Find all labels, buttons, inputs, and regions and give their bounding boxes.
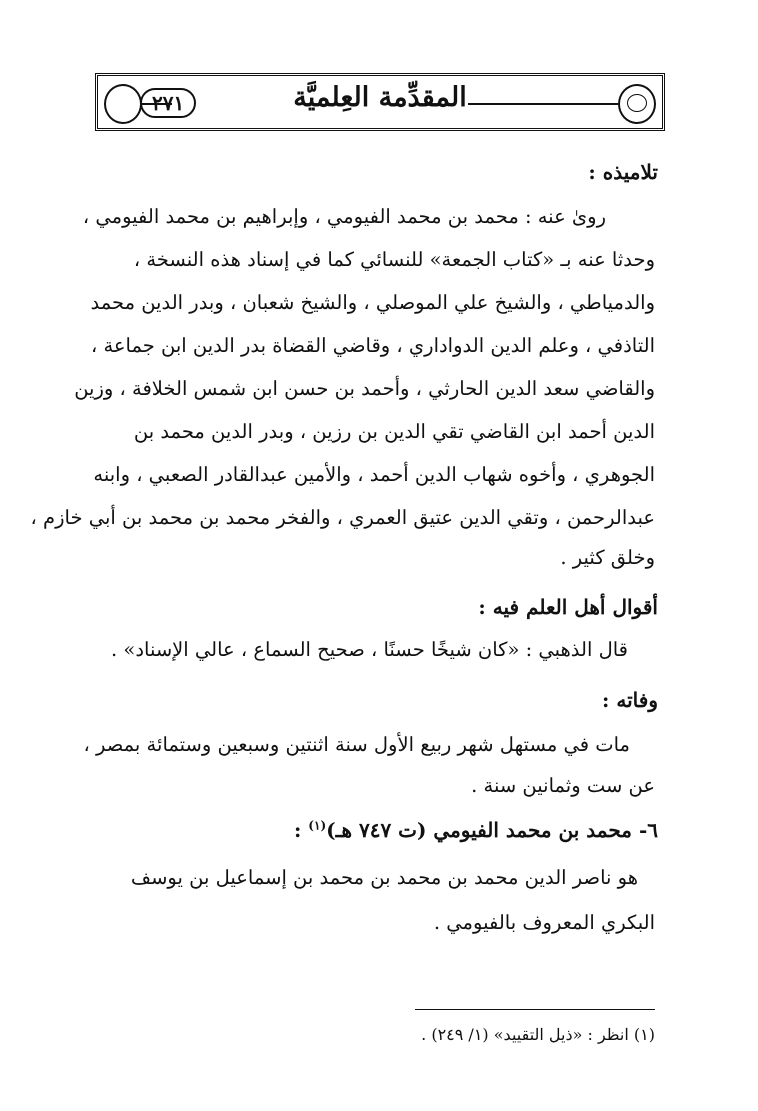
footnote-ref[interactable]: (١) [308,818,327,833]
footnote-separator [415,1009,655,1010]
entry-heading-end: : [293,818,309,842]
page-number: ٢٧١ [140,88,196,118]
death-line: مات في مستهل شهر ربيع الأول سنة اثنتين وسبعين وستمائة بمصر ، [83,733,630,756]
students-line: التاذفي ، وعلم الدين الدواداري ، وقاضي القضاة بدر الدين ابن جماعة ، [90,334,655,357]
death-line: عن ست وثمانين سنة . [471,774,655,797]
students-line: والدمياطي ، والشيخ علي الموصلي ، والشيخ شعبان ، وبدر الدين محمد [90,291,655,314]
entry-heading-text: ٦- محمد بن محمد الفيومي (ت ٧٤٧ هـ) [326,818,658,842]
students-line: الجوهري ، وأخوه شهاب الدين أحمد ، والأمين عبدالقادر الصعبي ، وابنه [93,463,655,486]
footnote: (١) انظر : «ذيل التقييد» (١/ ٢٤٩) . [421,1025,655,1044]
students-line: عبدالرحمن ، وتقي الدين عتيق العمري ، والفخر محمد بن محمد بن أبي خازم ، [30,506,655,529]
students-line: وحدثا عنه بـ «كتاب الجمعة» للنسائي كما في إسناد هذه النسخة ، [133,248,655,271]
scholars-line: قال الذهبي : «كان شيخًا حسنًا ، صحيح السماع ، عالي الإسناد» . [111,638,628,661]
scholars-heading: أقوال أهل العلم فيه : [478,595,658,619]
students-line: والقاضي سعد الدين الحارثي ، وأحمد بن حسن ابن شمس الخلافة ، وزين [74,377,655,400]
students-heading: تلاميذه : [588,160,658,184]
page-title: المقدِّمة العِلميَّة [293,82,467,113]
death-heading: وفاته : [602,688,658,712]
entry-line: البكري المعروف بالفيومي . [433,911,655,934]
entry-heading [294,818,658,842]
entry-line: هو ناصر الدين محمد بن محمد بن محمد بن إسماعيل بن يوسف [130,866,638,889]
students-line: الدين أحمد ابن القاضي تقي الدين بن رزين ، وبدر الدين محمد بن [133,420,655,443]
students-line: روىٰ عنه : محمد بن محمد الفيومي ، وإبراهيم بن محمد الفيومي ، [82,205,606,228]
students-line: وخلق كثير . [560,546,655,569]
page-header [95,73,665,131]
